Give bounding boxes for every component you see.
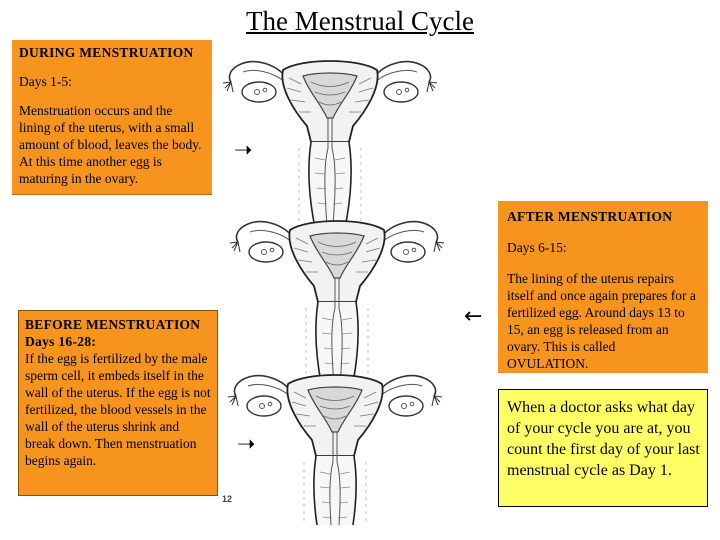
during-heading: DURING MENSTRUATION [19, 45, 194, 60]
before-days: Days 16-28: [25, 334, 97, 349]
uterus-diagram-icon [230, 221, 444, 388]
after-menstruation-box [498, 201, 708, 373]
arrow-left-icon: ← [464, 304, 483, 329]
uterus-diagram-icon [228, 375, 442, 525]
after-heading: AFTER MENSTRUATION [507, 209, 673, 224]
before-text: If the egg is fertilized by the male sperm cell, it embeds itself in the wall of the uterus. If the egg is not fertilized, the blood vessels in the wall of the uterus shrink and break down. Then menstruation begins again. [25, 351, 211, 468]
during-days: Days 1-5: [19, 74, 72, 89]
after-text: The lining of the uterus repairs itself and once again prepares for a fertilized egg. Around days 13 to 15, an egg is released from an ovary. This is called OVULATION. [507, 271, 696, 371]
after-days: Days 6-15: [507, 240, 567, 255]
arrow-right-icon: ➝ [234, 138, 253, 163]
doctor-note: When a doctor asks what day of your cycle you are at, you count the first day of your last menstrual cycle as Day 1. [498, 389, 708, 507]
arrow-right-icon: ➝ [237, 432, 256, 457]
page-title: The Menstrual Cycle [246, 6, 474, 36]
before-heading: BEFORE MENSTRUATION [25, 317, 201, 332]
during-text: Menstruation occurs and the lining of the uterus, with a small amount of blood, leaves the body. At this time another egg is maturing in the ovary. [19, 103, 202, 186]
page-number: 12 [222, 494, 233, 504]
before-menstruation-box [18, 310, 218, 496]
uterus-diagram-icon [223, 61, 437, 228]
during-menstruation-box [12, 40, 212, 195]
